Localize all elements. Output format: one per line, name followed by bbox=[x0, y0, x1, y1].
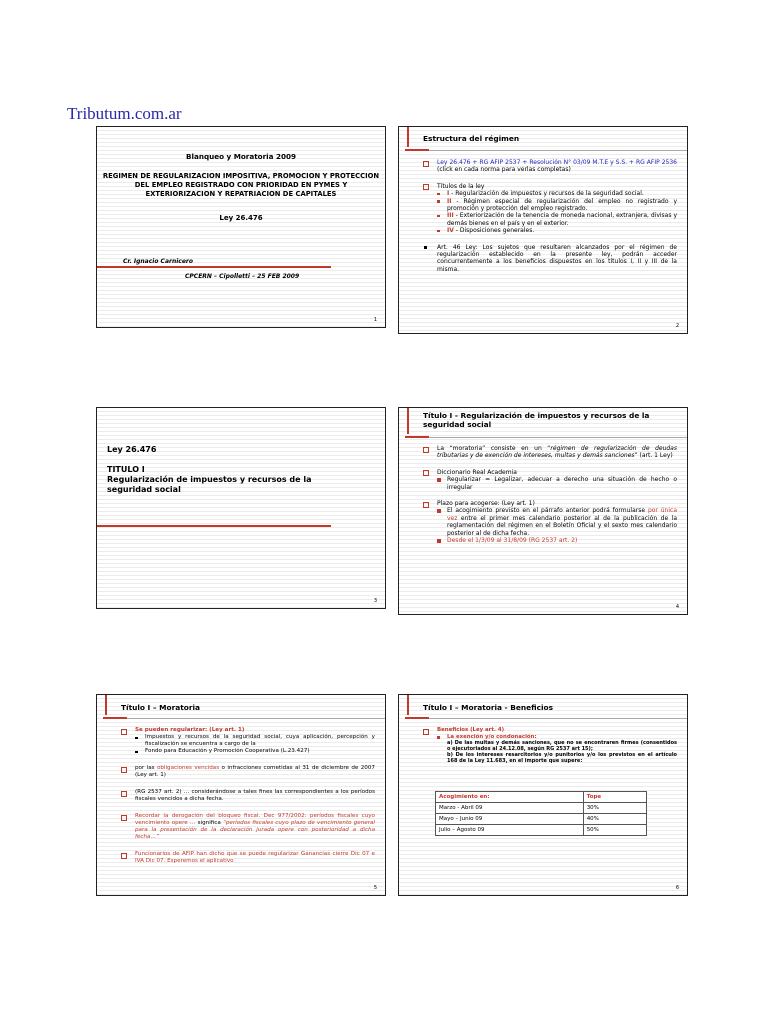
title-rule bbox=[405, 149, 429, 151]
list-item bbox=[423, 244, 677, 274]
slide-body bbox=[423, 445, 677, 544]
page-number: 1 bbox=[373, 317, 377, 323]
titulo-label: TITULO I bbox=[107, 465, 145, 474]
list-item bbox=[423, 469, 677, 476]
page-number: 2 bbox=[675, 323, 679, 329]
page-number: 3 bbox=[373, 598, 377, 604]
slide-title: Título I - Regularización de impuestos y recursos de la seguridad social bbox=[423, 411, 650, 429]
slide-5 bbox=[96, 694, 386, 896]
titulo-text: - Regularización de impuestos y recursos de la seguridad social. bbox=[449, 190, 644, 198]
page-number: 6 bbox=[675, 885, 679, 891]
text: Se pueden regularizar: (Ley art. 1) bbox=[135, 727, 245, 733]
text: por única vez bbox=[447, 507, 678, 522]
text: “períodos fiscales cuyo plazo de vencimiento general para la presentación de la declaración jurada opere con posterioridad a dicha fecha…” bbox=[135, 820, 375, 840]
text: Desde el 1/3/09 al 31/8/09 (RG 2537 art. 2) bbox=[447, 537, 578, 545]
law-label: Ley 26.476 bbox=[219, 214, 263, 222]
list-item bbox=[121, 789, 375, 803]
text: Plazo para acogerse: (Ley art. 1) bbox=[437, 500, 535, 508]
list-item bbox=[121, 813, 375, 841]
table-header: Tope bbox=[583, 792, 646, 803]
titulo-num: II bbox=[447, 197, 452, 205]
title-line bbox=[429, 718, 687, 719]
accent-bar bbox=[105, 695, 107, 715]
text: Impuestos y recursos de la seguridad social, cuya aplicación, percepción y fiscalización se encuentra a cargo de la bbox=[145, 734, 375, 747]
table-cell: Julio – Agosto 09 bbox=[436, 825, 584, 836]
text: significa bbox=[197, 820, 221, 826]
text: Fondo para Educación y Promoción Cooperativa (L.23.427) bbox=[145, 748, 310, 754]
slide-body bbox=[423, 727, 677, 764]
accent-bar bbox=[407, 408, 409, 434]
slide-title: Estructura del régimen bbox=[423, 134, 520, 143]
list-item bbox=[121, 851, 375, 865]
page-number: 5 bbox=[373, 885, 377, 891]
list-item bbox=[423, 159, 677, 174]
title-rule bbox=[405, 436, 429, 438]
table-row bbox=[436, 825, 647, 836]
sub-text: b) De los intereses resarcitorios y/o punitorios y/o los previstos en el artículo 168 de la Ley 11.683, en el importe que supere: bbox=[447, 752, 677, 765]
title-rule bbox=[405, 717, 429, 719]
text: obligaciones vencidas bbox=[156, 765, 220, 771]
list-item bbox=[423, 500, 677, 507]
slide-4 bbox=[398, 407, 688, 615]
list-item bbox=[121, 765, 375, 779]
table-cell: 40% bbox=[583, 814, 646, 825]
accent-bar bbox=[407, 127, 409, 147]
slide-title: Blanqueo y Moratoria 2009 bbox=[186, 152, 296, 161]
text: La exención y/o condonación: bbox=[447, 733, 537, 740]
text: Diccionario Real Academia bbox=[437, 468, 517, 476]
slide-6 bbox=[398, 694, 688, 896]
slide-1 bbox=[96, 126, 386, 328]
titulo-item bbox=[423, 227, 677, 234]
event: CPCERN – Cipolletti – 25 FEB 2009 bbox=[185, 273, 300, 280]
text: El acogimiento previsto en el párrafo anterior podrá formularse bbox=[447, 507, 648, 515]
slide-body bbox=[121, 727, 375, 865]
slide-3 bbox=[96, 407, 386, 609]
title-line bbox=[429, 437, 687, 438]
text: (RG 2537 art. 2) … considerándose a tales fines las correspondientes a los períodos fiscales vencidos a dicha fecha. bbox=[135, 789, 375, 802]
table-row bbox=[436, 803, 647, 814]
titulo-num: III bbox=[447, 212, 454, 220]
text: Regularizar = Legalizar, adecuar a derecho una situación de hecho o irregular bbox=[447, 476, 677, 491]
table-cell: 30% bbox=[583, 803, 646, 814]
text: ” (art. 1 Ley) bbox=[634, 452, 673, 460]
titulo-item bbox=[423, 198, 677, 213]
link-note: (click en cada norma para verlas completas) bbox=[437, 166, 571, 174]
sub-item bbox=[423, 734, 677, 741]
page-number: 4 bbox=[675, 604, 679, 610]
titulo-text: - Disposiciones generales. bbox=[453, 227, 535, 235]
divider bbox=[97, 266, 331, 268]
accent-bar bbox=[407, 695, 409, 715]
divider bbox=[97, 525, 331, 527]
sub-item bbox=[423, 507, 677, 537]
slide-body bbox=[423, 159, 677, 273]
text: por las bbox=[135, 765, 157, 771]
slide-title: Título I – Moratoria bbox=[121, 703, 200, 712]
sub-item bbox=[423, 537, 677, 544]
sub-item bbox=[121, 748, 375, 755]
text: entre el primer mes calendario posterior al de la publicación de la reglamentación del régimen en el Boletín Oficial y el sexto mes calendario posterior al de dicha fecha. bbox=[447, 514, 677, 537]
titulo-item bbox=[423, 212, 677, 227]
list-item bbox=[423, 727, 677, 734]
table-cell: 50% bbox=[583, 825, 646, 836]
table-header-row bbox=[436, 792, 647, 803]
sub-item bbox=[423, 476, 677, 491]
sub-text: a) De las multas y demás sanciones, que no se encontraren firmes (consentidos o ejecutoriados al 24.12.08, según RG 2537 art 15); bbox=[447, 740, 677, 753]
list-item bbox=[423, 445, 677, 460]
list-item bbox=[423, 183, 677, 190]
titulo-num: IV bbox=[447, 227, 454, 235]
slide-subtitle: REGIMEN DE REGULARIZACION IMPOSITIVA, PROMOCION Y PROTECCION DEL EMPLEO REGISTRADO CON PRIORIDAD EN PYMES Y EXTERIORIZACION Y REPATRIACION DE CAPITALES bbox=[102, 172, 380, 198]
titulo-text: - Exteriorización de la tenencia de moneda nacional, extranjera, divisas y demás bienes en el país y en el exterior. bbox=[447, 212, 677, 227]
table-row bbox=[436, 814, 647, 825]
norm-links[interactable]: Ley 26.476 + RG AFIP 2537 + Resolución N° 03/09 M.T.E y S.S. + RG AFIP 2536 bbox=[437, 159, 677, 166]
author: Cr. Ignacio Carnicero bbox=[123, 258, 193, 265]
table-cell: Marzo - Abril 09 bbox=[436, 803, 584, 814]
table-header: Acogimiento en: bbox=[436, 792, 584, 803]
titulos-label: Títulos de la ley bbox=[437, 182, 485, 190]
site-title: Tributum.com.ar bbox=[67, 104, 182, 123]
titulo-text: - Régimen especial de regularización del empleo no registrado y promoción y protección del empleo registrado. bbox=[447, 197, 677, 213]
text: Funcionarios de AFIP han dicho que se puede regularizar Ganancias cierre Dic 07 e IVA Dic 07. Esperemos el aplicativo bbox=[135, 851, 375, 864]
text: Recordar la derogación del bloqueo fiscal. Dec 977/2002: períodos fiscales cuyo vencimiento opere … bbox=[135, 813, 375, 826]
slide-title: Título I – Moratoria - Beneficios bbox=[423, 703, 553, 712]
titulo-item bbox=[423, 190, 677, 197]
list-item bbox=[121, 727, 375, 734]
title-rule bbox=[103, 717, 127, 719]
titulo-name: Regularización de impuestos y recursos de la seguridad social bbox=[107, 475, 312, 494]
text: Beneficios (Ley art. 4) bbox=[437, 727, 505, 733]
slide-2 bbox=[398, 126, 688, 334]
title-line bbox=[429, 150, 687, 151]
title-line bbox=[127, 718, 385, 719]
law-label: Ley 26.476 bbox=[107, 445, 157, 454]
text: o infracciones cometidas al 31 de diciembre de 2007 (Ley art. 1) bbox=[135, 765, 375, 778]
text: La “moratoria” consiste en un “ bbox=[437, 445, 551, 452]
titulo-num: I bbox=[447, 190, 450, 198]
tope-table bbox=[435, 791, 647, 836]
sub-item bbox=[121, 734, 375, 748]
table-cell: Mayo – Junio 09 bbox=[436, 814, 584, 825]
art46-text: Art. 46 Ley: Los sujetos que resultaren alcanzados por el régimen de regularización establecido en la presente ley, podrán acceder concurrentemente a los beneficios dispuestos en los títulos I, II y III de la misma. bbox=[437, 243, 677, 273]
text: régimen de regularización de deudas tributarias y de exención de intereses, multas y demás sanciones bbox=[437, 445, 677, 460]
